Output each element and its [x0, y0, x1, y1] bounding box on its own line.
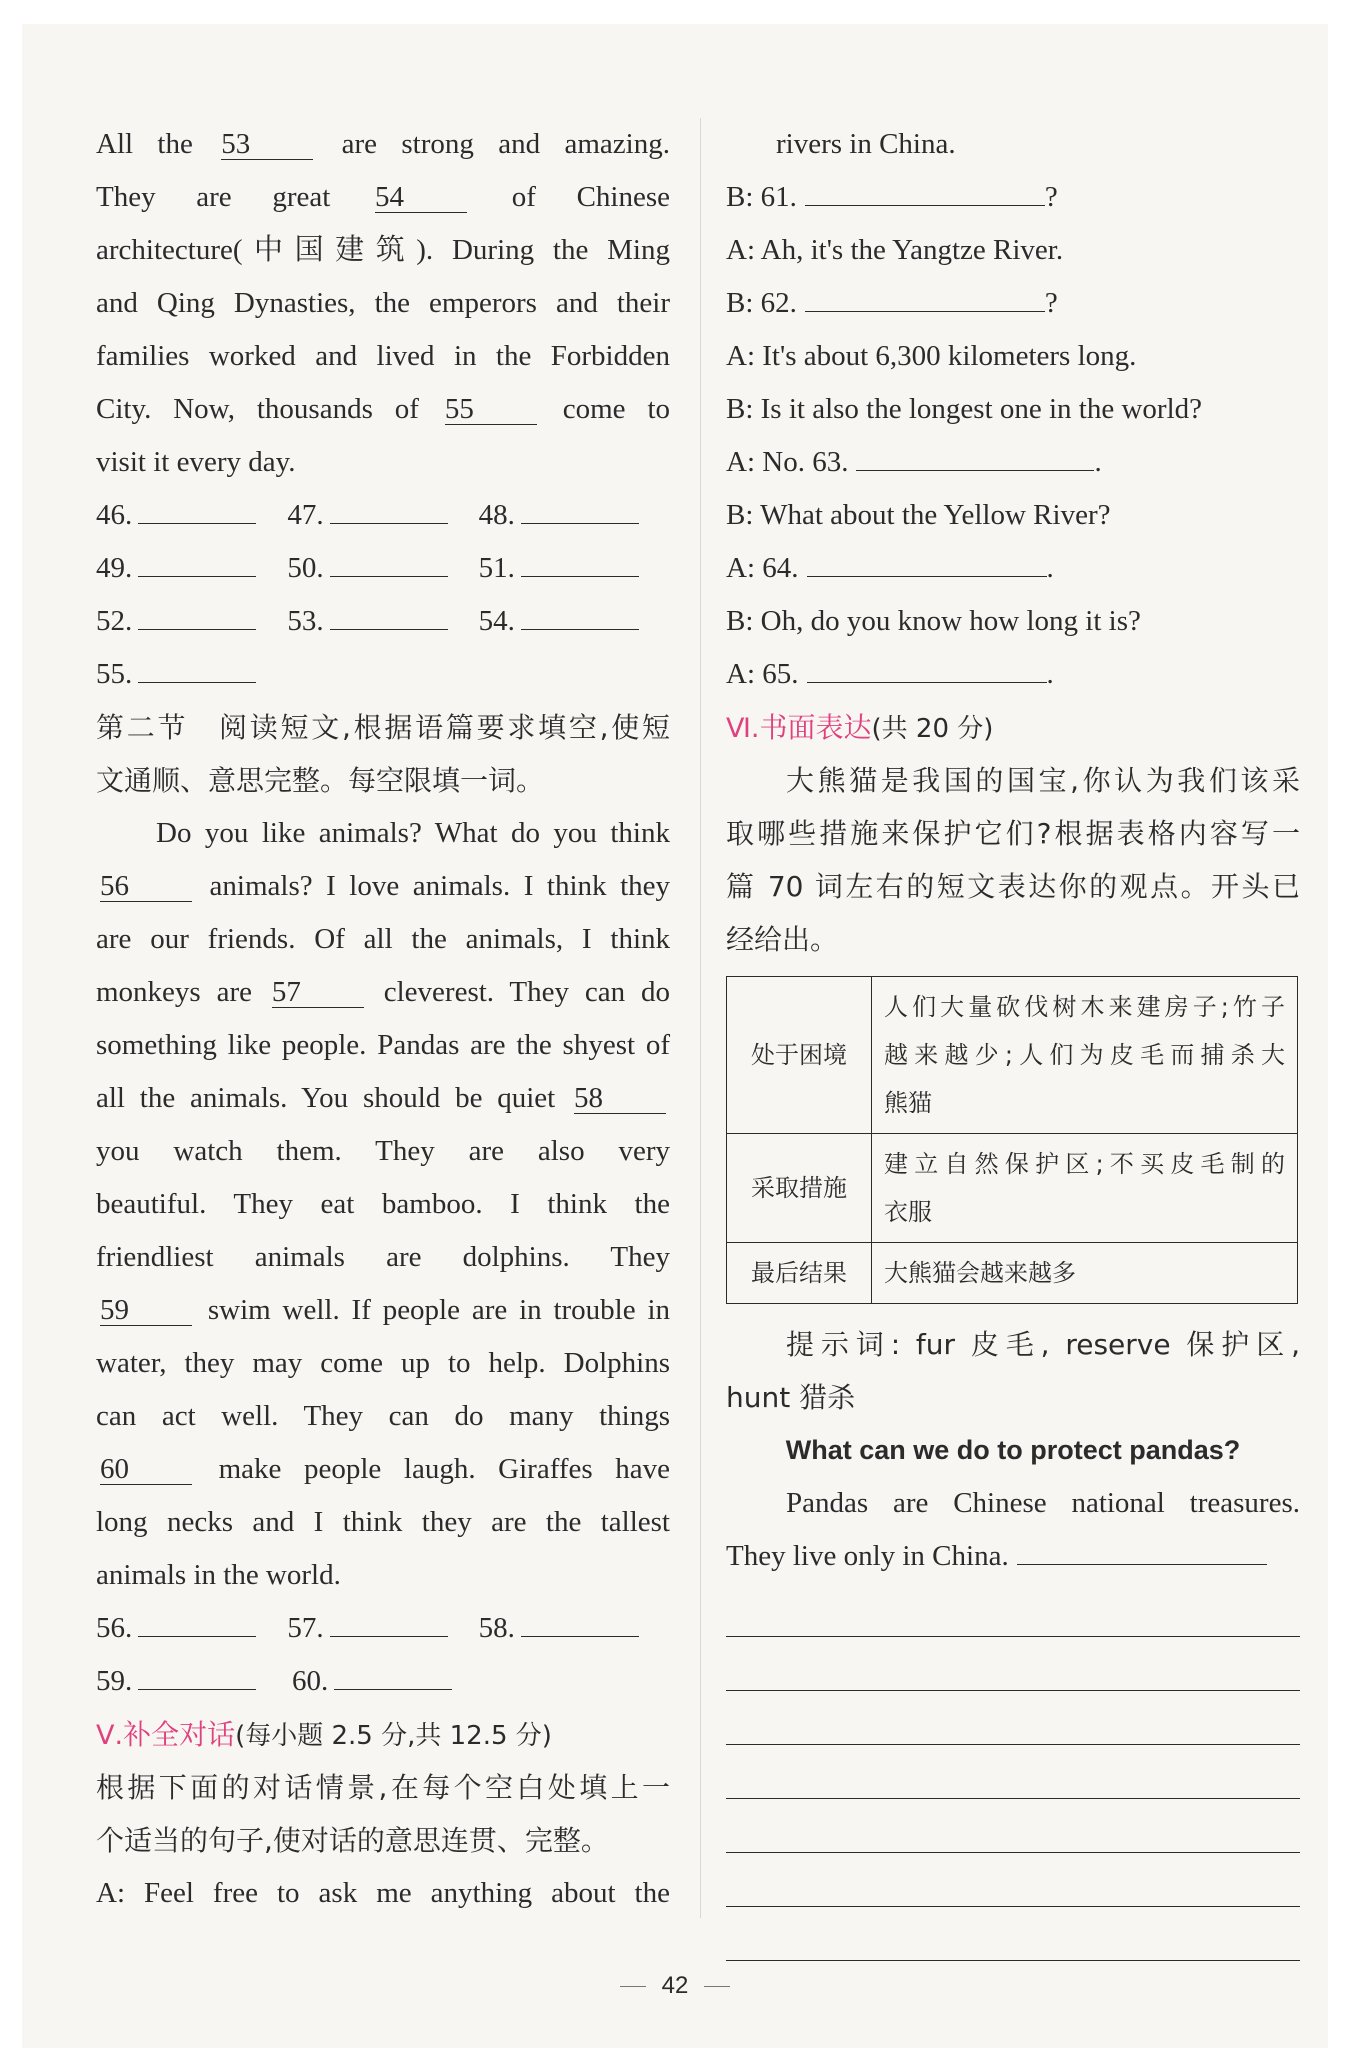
- section6-score: (共 20 分): [871, 714, 994, 744]
- answer-number: 50.: [287, 552, 324, 584]
- passage2-line: [96, 860, 670, 913]
- answer-item: [96, 542, 287, 595]
- passage1-line: [96, 277, 670, 330]
- answer-item: [479, 595, 670, 648]
- table-row: [727, 1243, 1298, 1304]
- text-span: architecture(中国建筑). During the Ming: [96, 234, 670, 266]
- text-span: City. Now, thousands of: [96, 393, 441, 425]
- text-span: of Chinese: [471, 181, 670, 213]
- footer-dash-right: [704, 1986, 730, 1987]
- passage2-line: [96, 1178, 670, 1231]
- text-span: come to: [540, 393, 671, 425]
- dialog-text: B: Oh, do you know how long it is?: [726, 605, 1141, 637]
- dialog-line: [726, 277, 1300, 330]
- answer-item: [479, 1602, 670, 1655]
- table-row: [727, 1134, 1298, 1243]
- table-key: 最后结果: [727, 1243, 872, 1304]
- dialog-line: [726, 224, 1300, 277]
- passage1-line: [96, 171, 670, 224]
- dialog-line: [726, 383, 1300, 436]
- table-value-line: 衣服: [884, 1198, 932, 1226]
- answer-row: [96, 1655, 670, 1708]
- blank-54[interactable]: 54: [375, 182, 467, 213]
- passage2-line: [96, 1549, 670, 1602]
- blank-57[interactable]: 57: [272, 977, 364, 1008]
- answer-number: 55.: [96, 658, 133, 690]
- dialog-punct: .: [1046, 552, 1054, 584]
- writing-line[interactable]: [726, 1853, 1300, 1907]
- table-value: [872, 977, 1298, 1134]
- answer-number: 48.: [478, 499, 515, 531]
- answer-item: [96, 1655, 292, 1708]
- passage2-line: [96, 913, 670, 966]
- table-value-line: 越来越少;人们为皮毛而捕杀大: [884, 1041, 1285, 1069]
- text-span: something like people. Pandas are the shyest of: [96, 1029, 670, 1061]
- dialog-text: A: 65.: [726, 658, 799, 690]
- text-span: water, they may come up to help. Dolphins: [96, 1347, 670, 1379]
- answer-item: [292, 1655, 488, 1708]
- passage2-line: [96, 1231, 670, 1284]
- table-value-line: 熊猫: [884, 1089, 932, 1117]
- dialog-text: B: Is it also the longest one in the world?: [726, 393, 1203, 425]
- spacer: [726, 1304, 1300, 1318]
- answer-blank[interactable]: [521, 554, 639, 577]
- text-span: monkeys are: [96, 976, 268, 1008]
- answer-blank[interactable]: [138, 554, 256, 577]
- info-table: [726, 976, 1298, 1304]
- answer-blank[interactable]: [521, 501, 639, 524]
- blank-55[interactable]: 55: [445, 394, 537, 425]
- section5-heading: 补全对话: [123, 1718, 236, 1751]
- dialog-text: A: It's about 6,300 kilometers long.: [726, 340, 1137, 372]
- section5-score: (每小题 2.5 分,共 12.5 分): [235, 1721, 552, 1751]
- blank-58[interactable]: 58: [574, 1083, 666, 1114]
- answer-number: 60.: [292, 1665, 329, 1697]
- text-span: all the animals. You should be quiet: [96, 1082, 570, 1114]
- answer-blank[interactable]: [330, 501, 448, 524]
- table-value-line: 人们大量砍伐树木来建房子;竹子: [884, 993, 1285, 1021]
- text-span: friendliest animals are dolphins. They: [96, 1241, 670, 1273]
- answer-item: [287, 489, 478, 542]
- answer-blank[interactable]: [330, 554, 448, 577]
- passage1-line: [96, 383, 670, 436]
- passage1-line: [96, 224, 670, 277]
- answer-item: [287, 542, 478, 595]
- dialog-line: [726, 436, 1300, 489]
- table-value: [872, 1134, 1298, 1243]
- section6-title: [726, 701, 1300, 754]
- dialog-blank[interactable]: [805, 183, 1045, 206]
- page-footer: [0, 1972, 1350, 2000]
- answer-blank[interactable]: [330, 607, 448, 630]
- answer-blank[interactable]: [138, 660, 256, 683]
- writing-line[interactable]: [726, 1799, 1300, 1853]
- dialog-line: rivers in China.: [776, 128, 956, 160]
- text-span: They are great: [96, 181, 372, 213]
- section6-instruction: 经给出。: [726, 923, 839, 956]
- dialog-line: [726, 542, 1300, 595]
- dialog-text: B: 62.: [726, 287, 797, 319]
- dialog-text: A: 64.: [726, 552, 799, 584]
- dialog-line: [726, 595, 1300, 648]
- essay-start-text: They live only in China.: [726, 1540, 1009, 1572]
- answer-number: 51.: [478, 552, 515, 584]
- text-span: and Qing Dynasties, the emperors and their: [96, 287, 670, 319]
- writing-line[interactable]: [726, 1745, 1300, 1799]
- text-span: can act well. They can do many things: [96, 1400, 670, 1432]
- passage2-line: [96, 1390, 670, 1443]
- table-value-line: 大熊猫会越来越多: [884, 1259, 1076, 1287]
- dialog-line: [726, 648, 1300, 701]
- section6-heading: 书面表达: [759, 711, 872, 744]
- passage1-line: [96, 118, 670, 171]
- passage2-line: [96, 1337, 670, 1390]
- section5-title: [96, 1708, 670, 1761]
- section2-instruction: 第二节 阅读短文,根据语篇要求填空,使短: [96, 711, 670, 744]
- answer-number: 59.: [96, 1665, 133, 1697]
- dialog-text: B: 61.: [726, 181, 797, 213]
- section2-instruction: 文通顺、意思完整。每空限填一词。: [96, 764, 545, 797]
- dialog-text: A: Ah, it's the Yangtze River.: [726, 234, 1064, 266]
- dialog-line: [726, 489, 1300, 542]
- text-span: you watch them. They are also very: [96, 1135, 670, 1167]
- footer-dash-left: [620, 1986, 646, 1987]
- passage2-line: [96, 1443, 670, 1496]
- hint-words: 提示词: fur 皮毛, reserve 保护区,: [786, 1328, 1300, 1361]
- dialog-text: A: No. 63.: [726, 446, 849, 478]
- section5-instruction: 个适当的句子,使对话的意思连贯、完整。: [96, 1824, 609, 1857]
- dialog-punct: ?: [1044, 181, 1058, 213]
- text-span: animals in the world.: [96, 1559, 341, 1591]
- text-span: visit it every day.: [96, 446, 296, 478]
- answer-blank[interactable]: [138, 1614, 256, 1637]
- table-value-line: 建立自然保护区;不买皮毛制的: [884, 1150, 1285, 1178]
- passage2-line: [96, 1125, 670, 1178]
- column-divider: [700, 118, 701, 1918]
- answer-item: [96, 1602, 287, 1655]
- table-value: [872, 1243, 1298, 1304]
- answer-number: 57.: [287, 1612, 324, 1644]
- answer-item: [96, 595, 287, 648]
- text-span: animals? I love animals. I think they: [196, 870, 670, 902]
- answer-item: [96, 648, 292, 701]
- answer-number: 54.: [478, 605, 515, 637]
- text-span: are strong and amazing.: [317, 128, 670, 160]
- answer-blank[interactable]: [521, 1614, 639, 1637]
- dialog-text: B: What about the Yellow River?: [726, 499, 1111, 531]
- dialog-line: A: Feel free to ask me anything about the: [96, 1877, 670, 1909]
- writing-line[interactable]: [726, 1691, 1300, 1745]
- section5-instruction: 根据下面的对话情景,在每个空白处填上一: [96, 1771, 670, 1804]
- answer-number: 49.: [96, 552, 133, 584]
- dialog-blank[interactable]: [805, 289, 1045, 312]
- essay-start: [726, 1530, 1300, 1583]
- passage2-line: [96, 966, 670, 1019]
- answer-item: [479, 542, 670, 595]
- answer-blank[interactable]: [330, 1614, 448, 1637]
- answer-number: 47.: [287, 499, 324, 531]
- answer-item: [287, 595, 478, 648]
- text-span: make people laugh. Giraffes have: [196, 1453, 670, 1485]
- blank-53[interactable]: 53: [221, 129, 313, 160]
- text-span: long necks and I think they are the tallest: [96, 1506, 670, 1538]
- section5-roman: Ⅴ.: [96, 1720, 124, 1751]
- passage2-line: [96, 1496, 670, 1549]
- hint-words: hunt 猎杀: [726, 1381, 856, 1414]
- dialog-punct: .: [1094, 446, 1102, 478]
- blank-60[interactable]: 60: [100, 1454, 192, 1485]
- table-row: [727, 977, 1298, 1134]
- table-key: 采取措施: [727, 1134, 872, 1243]
- section6-instruction: 取哪些措施来保护它们?根据表格内容写一: [726, 817, 1300, 850]
- answer-row: [96, 648, 670, 701]
- passage2-line: [96, 807, 670, 860]
- dialog-punct: ?: [1044, 287, 1058, 319]
- answer-row: [96, 1602, 670, 1655]
- left-column: [96, 118, 670, 1920]
- dialog-line: [726, 330, 1300, 383]
- answer-blank[interactable]: [138, 1667, 256, 1690]
- writing-line[interactable]: [726, 1637, 1300, 1691]
- text-span: Do you like animals? What do you think: [156, 817, 670, 849]
- blank-59[interactable]: 59: [100, 1295, 192, 1326]
- table-key: 处于困境: [727, 977, 872, 1134]
- answer-number: 56.: [96, 1612, 133, 1644]
- section6-roman: Ⅵ.: [726, 713, 760, 744]
- answer-item: [96, 489, 287, 542]
- text-span: cleverest. They can do: [367, 976, 670, 1008]
- answer-number: 58.: [478, 1612, 515, 1644]
- blank-56[interactable]: 56: [100, 871, 192, 902]
- dialog-blank[interactable]: [807, 554, 1047, 577]
- answer-number: 46.: [96, 499, 133, 531]
- answer-blank[interactable]: [334, 1667, 452, 1690]
- dialog-punct: .: [1046, 658, 1054, 690]
- passage1-line: [96, 330, 670, 383]
- answer-item: [287, 1602, 478, 1655]
- answer-row: [96, 595, 670, 648]
- text-span: beautiful. They eat bamboo. I think the: [96, 1188, 670, 1220]
- writing-line[interactable]: [726, 1907, 1300, 1961]
- dialog-blank[interactable]: [856, 448, 1094, 471]
- answer-row: [96, 489, 670, 542]
- writing-line[interactable]: [726, 1583, 1300, 1637]
- section6-instruction: 篇 70 词左右的短文表达你的观点。开头已: [726, 870, 1300, 903]
- passage2-line: [96, 1072, 670, 1125]
- answer-row: [96, 542, 670, 595]
- answer-blank[interactable]: [138, 501, 256, 524]
- dialog-line: [726, 171, 1300, 224]
- essay-title: What can we do to protect pandas?: [785, 1435, 1241, 1465]
- section6-instruction: 大熊猫是我国的国宝,你认为我们该采: [786, 764, 1300, 797]
- answer-number: 52.: [96, 605, 133, 637]
- passage1-line: [96, 436, 670, 489]
- text-span: All the: [96, 128, 218, 160]
- passage2-line: [96, 1019, 670, 1072]
- answer-number: 53.: [287, 605, 324, 637]
- right-column: [726, 118, 1300, 1961]
- passage2-line: [96, 1284, 670, 1337]
- text-span: are our friends. Of all the animals, I think: [96, 923, 670, 955]
- text-span: swim well. If people are in trouble in: [196, 1294, 670, 1326]
- answer-blank[interactable]: [521, 607, 639, 630]
- answer-item: [479, 489, 670, 542]
- dialog-blank[interactable]: [807, 660, 1047, 683]
- writing-line[interactable]: [1017, 1542, 1267, 1565]
- answer-blank[interactable]: [138, 607, 256, 630]
- essay-start: Pandas are Chinese national treasures.: [786, 1487, 1300, 1519]
- text-span: families worked and lived in the Forbidden: [96, 340, 670, 372]
- page-number: 42: [661, 1972, 689, 1999]
